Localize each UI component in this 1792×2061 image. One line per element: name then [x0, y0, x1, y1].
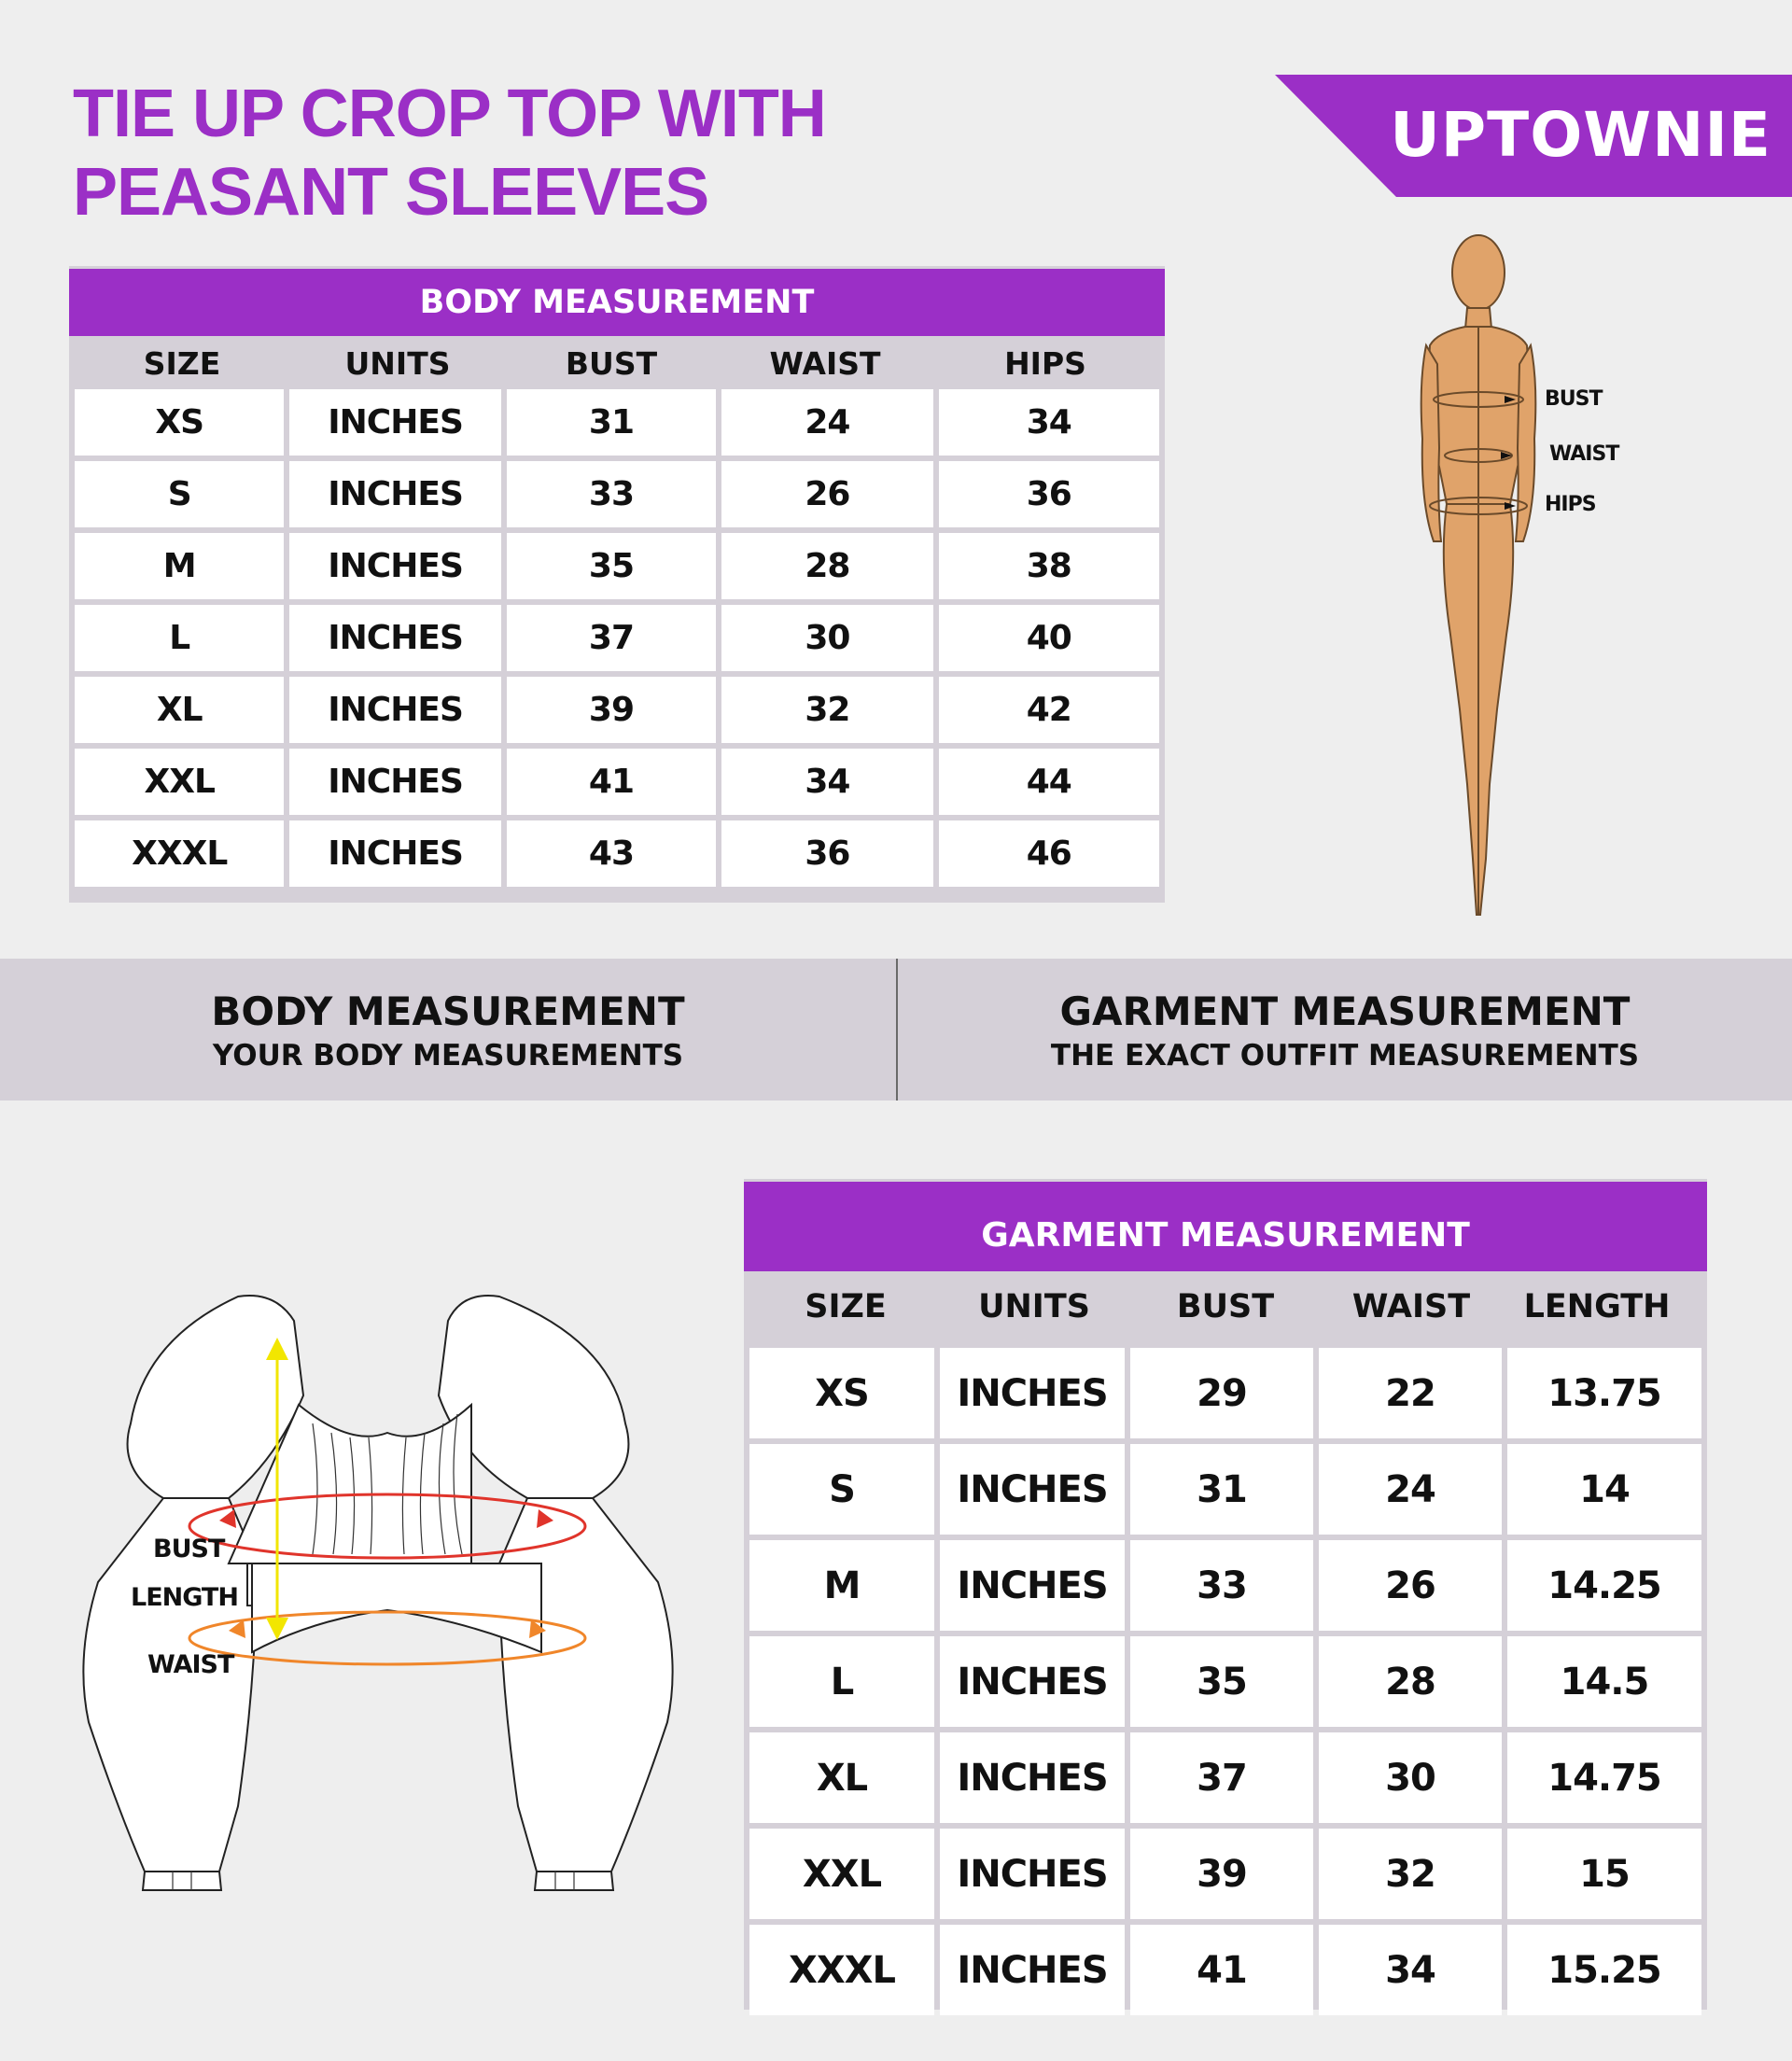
waist-cell: 24 — [1319, 1444, 1502, 1535]
units-cell: INCHES — [940, 1636, 1125, 1727]
units-cell: INCHES — [289, 749, 500, 815]
waist-cell: 32 — [1319, 1829, 1502, 1919]
band-left-subtitle: YOUR BODY MEASUREMENTS — [212, 1039, 684, 1073]
table-row — [75, 533, 1159, 599]
garment-label-length: LENGTH — [131, 1583, 238, 1612]
column-header-waist: WAIST — [769, 345, 881, 382]
garment-measurement-table — [744, 1342, 1707, 2021]
table-row — [75, 461, 1159, 527]
band-left-title: BODY MEASUREMENT — [211, 988, 685, 1034]
bust-cell: 43 — [507, 820, 716, 887]
size-cell: XS — [75, 389, 284, 456]
units-cell: INCHES — [940, 1348, 1125, 1438]
garment-label-bust: BUST — [153, 1535, 225, 1563]
size-cell: L — [75, 605, 284, 671]
column-header-length: LENGTH — [1523, 1288, 1671, 1325]
table-row — [75, 389, 1159, 456]
waist-cell: 30 — [721, 605, 932, 671]
column-header-size: SIZE — [143, 345, 221, 382]
bust-cell: 35 — [1130, 1636, 1313, 1727]
size-cell: XXXL — [75, 820, 284, 887]
product-title — [73, 75, 826, 231]
bust-cell: 33 — [507, 461, 716, 527]
units-cell: INCHES — [289, 533, 500, 599]
bust-cell: 39 — [507, 677, 716, 743]
mannequin-label-waist: WAIST — [1549, 442, 1619, 466]
size-cell: M — [749, 1540, 934, 1631]
table-row — [749, 1732, 1701, 1823]
waist-cell: 36 — [721, 820, 932, 887]
waist-cell: 34 — [1319, 1925, 1502, 2015]
length-cell: 14.75 — [1507, 1732, 1701, 1823]
waist-cell: 30 — [1319, 1732, 1502, 1823]
length-cell: 14 — [1507, 1444, 1701, 1535]
units-cell: INCHES — [940, 1925, 1125, 2015]
garment-label-waist: WAIST — [147, 1650, 234, 1679]
hips-cell: 34 — [939, 389, 1159, 456]
bust-cell: 39 — [1130, 1829, 1313, 1919]
size-cell: XL — [749, 1732, 934, 1823]
bust-cell: 31 — [507, 389, 716, 456]
units-cell: INCHES — [289, 605, 500, 671]
garment-table-heading: GARMENT MEASUREMENT — [744, 1182, 1707, 1271]
column-header-bust: BUST — [565, 345, 658, 382]
mannequin-figure — [1400, 224, 1661, 933]
size-cell: XXL — [749, 1829, 934, 1919]
size-cell: S — [75, 461, 284, 527]
waist-cell: 24 — [721, 389, 932, 456]
units-cell: INCHES — [940, 1444, 1125, 1535]
length-cell: 13.75 — [1507, 1348, 1701, 1438]
bust-cell: 37 — [1130, 1732, 1313, 1823]
hips-cell: 40 — [939, 605, 1159, 671]
bust-cell: 29 — [1130, 1348, 1313, 1438]
body-table-heading: BODY MEASUREMENT — [69, 269, 1165, 336]
size-cell: S — [749, 1444, 934, 1535]
mannequin-label-bust: BUST — [1545, 387, 1603, 411]
units-cell: INCHES — [940, 1829, 1125, 1919]
size-cell: L — [749, 1636, 934, 1727]
length-cell: 15 — [1507, 1829, 1701, 1919]
body-measurement-table — [69, 384, 1165, 892]
units-cell: INCHES — [289, 389, 500, 456]
product-title-line-2: PEASANT SLEEVES — [73, 155, 709, 230]
product-title-line-1: TIE UP CROP TOP WITH — [73, 77, 826, 151]
waist-cell: 26 — [1319, 1540, 1502, 1631]
bust-cell: 41 — [507, 749, 716, 815]
length-cell: 14.25 — [1507, 1540, 1701, 1631]
column-header-units: UNITS — [344, 345, 451, 382]
column-header-hips: HIPS — [1004, 345, 1086, 382]
size-cell: XXL — [75, 749, 284, 815]
garment-table-column-headers — [749, 1274, 1696, 1345]
units-cell: INCHES — [289, 677, 500, 743]
table-row — [749, 1636, 1701, 1727]
units-cell: INCHES — [940, 1732, 1125, 1823]
size-cell: XL — [75, 677, 284, 743]
units-cell: INCHES — [289, 820, 500, 887]
brand-banner — [1275, 75, 1792, 197]
column-header-size: SIZE — [805, 1288, 887, 1325]
units-cell: INCHES — [289, 461, 500, 527]
body-table-column-headers — [75, 338, 1157, 386]
bust-cell: 41 — [1130, 1925, 1313, 2015]
brand-name: UPTOWNIE — [1390, 99, 1771, 171]
hips-cell: 38 — [939, 533, 1159, 599]
bust-cell: 31 — [1130, 1444, 1313, 1535]
table-row — [75, 749, 1159, 815]
length-cell: 15.25 — [1507, 1925, 1701, 2015]
band-right-subtitle: THE EXACT OUTFIT MEASUREMENTS — [1050, 1039, 1640, 1073]
table-row — [749, 1540, 1701, 1631]
column-header-units: UNITS — [978, 1288, 1090, 1325]
units-cell: INCHES — [940, 1540, 1125, 1631]
bust-cell: 37 — [507, 605, 716, 671]
table-row — [749, 1444, 1701, 1535]
hips-cell: 46 — [939, 820, 1159, 887]
table-row — [75, 820, 1159, 887]
table-row — [75, 605, 1159, 671]
section-band — [0, 959, 1792, 1101]
bust-cell: 35 — [507, 533, 716, 599]
table-row — [749, 1829, 1701, 1919]
size-cell: XXXL — [749, 1925, 934, 2015]
waist-cell: 22 — [1319, 1348, 1502, 1438]
hips-cell: 44 — [939, 749, 1159, 815]
table-row — [749, 1925, 1701, 2015]
bust-cell: 33 — [1130, 1540, 1313, 1631]
band-right-title: GARMENT MEASUREMENT — [1059, 988, 1631, 1034]
table-row — [749, 1348, 1701, 1438]
column-header-bust: BUST — [1176, 1288, 1275, 1325]
hips-cell: 36 — [939, 461, 1159, 527]
waist-cell: 28 — [1319, 1636, 1502, 1727]
size-cell: M — [75, 533, 284, 599]
table-row — [75, 677, 1159, 743]
column-header-waist: WAIST — [1351, 1288, 1471, 1325]
waist-cell: 28 — [721, 533, 932, 599]
waist-cell: 32 — [721, 677, 932, 743]
waist-cell: 26 — [721, 461, 932, 527]
waist-cell: 34 — [721, 749, 932, 815]
hips-cell: 42 — [939, 677, 1159, 743]
length-cell: 14.5 — [1507, 1636, 1701, 1727]
mannequin-label-hips: HIPS — [1545, 493, 1596, 516]
size-cell: XS — [749, 1348, 934, 1438]
